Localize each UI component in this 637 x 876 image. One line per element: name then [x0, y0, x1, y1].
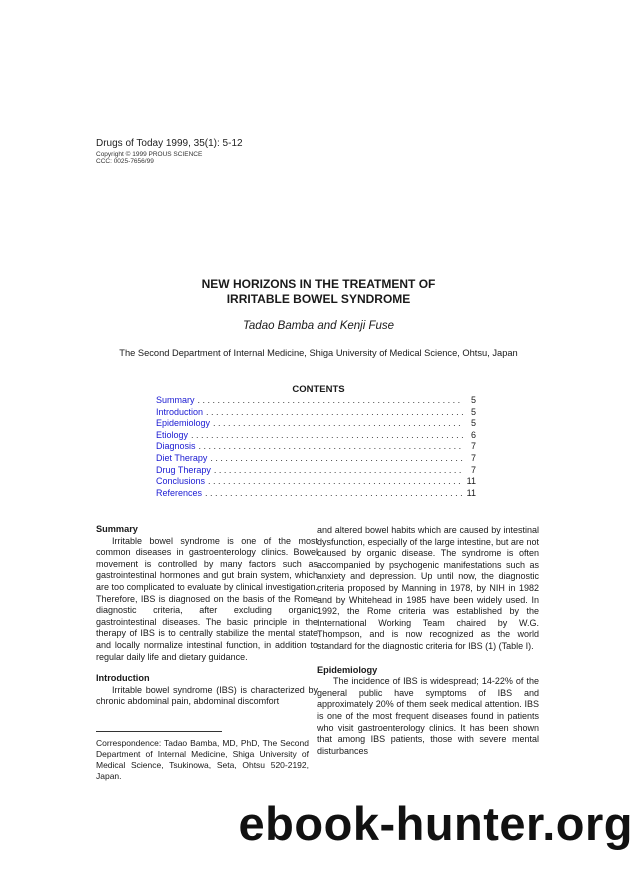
- toc-leader: [205, 488, 463, 500]
- toc-link-introduction[interactable]: Introduction: [156, 406, 204, 417]
- toc-page-number: 5: [470, 406, 476, 417]
- watermark: [0, 796, 637, 851]
- journal-citation: Drugs of Today 1999, 35(1): 5-12: [96, 138, 243, 149]
- toc-link-diet-therapy[interactable]: Diet Therapy: [156, 452, 208, 463]
- toc-row-etiology: [156, 430, 476, 442]
- body-column-right: [317, 525, 539, 757]
- toc-page-number: 11: [466, 476, 476, 487]
- toc-row-references: [156, 488, 476, 500]
- toc-leader: [214, 465, 463, 477]
- toc-leader: [199, 441, 463, 453]
- body-column-left: [96, 524, 318, 708]
- toc-row-epidemiology: [156, 418, 476, 430]
- toc-link-etiology[interactable]: Etiology: [156, 429, 189, 440]
- toc-page-number: 7: [470, 441, 476, 452]
- toc-row-diagnosis: [156, 441, 476, 453]
- contents-heading: CONTENTS: [292, 384, 345, 395]
- ccc-code: CCC: 0025-7656/99: [96, 158, 154, 165]
- correspondence-footnote: Correspondence: Tadao Bamba, MD, PhD, The Second Department of Internal Medicine, Shiga University of Medical Science, Tsukinowa, Seta, Ohtsu 520-2192, Japan.: [96, 738, 309, 781]
- toc-link-diagnosis[interactable]: Diagnosis: [156, 441, 196, 452]
- toc-row-introduction: [156, 407, 476, 419]
- article-title: [0, 277, 637, 307]
- toc-page-number: 5: [470, 395, 476, 405]
- toc-link-summary[interactable]: Summary: [156, 395, 195, 405]
- introduction-continued-paragraph: and altered bowel habits which are caused by intestinal dysfunction, especially of the large intestine, but are not caused by organic disease. The syndrome is often accompanied by psychogenic manifestations such as anxiety and depression. Up until now, the diagnostic criteria proposed by Manning in 1978, by NIH in 1982 and by Whitehead in 1985 have been widely used. In 1992, the Rome criteria was established by the International Working Team chaired by W.G. Thompson, and is now recognized as the world standard for the diagnostic criteria for IBS (1) (Table I).: [317, 525, 539, 651]
- toc-link-conclusions[interactable]: Conclusions: [156, 476, 206, 487]
- introduction-paragraph: Irritable bowel syndrome (IBS) is characterized by chronic abdominal pain, abdominal discomfort: [96, 684, 318, 707]
- affiliation: The Second Department of Internal Medicine, Shiga University of Medical Science, Ohtsu, Japan: [119, 348, 518, 358]
- authors: Tadao Bamba and Kenji Fuse: [242, 320, 395, 332]
- toc-page-number: 5: [470, 418, 476, 429]
- toc-link-references[interactable]: References: [156, 487, 203, 498]
- toc-row-conclusions: [156, 476, 476, 488]
- section-heading-summary: Summary: [96, 524, 138, 534]
- summary-paragraph: Irritable bowel syndrome is one of the most common diseases in gastroenterology clinics. Bowel movement is controlled by many factors such as gastrointestinal hormones and gut brain system, which are too complicated to evaluate by clinical investigation. Therefore, IBS is diagnosed on the basis of the Rome diagnostic criteria, after excluding organic gastrointestinal diseases. The basic principle in the therapy of IBS is to centrally stabilize the mental state and locally normalize intestinal function, in addition to regular daily life and dietary guidance.: [96, 535, 318, 662]
- toc-leader: [208, 476, 463, 488]
- toc-leader: [198, 395, 463, 407]
- table-of-contents: [156, 395, 476, 499]
- toc-link-epidemiology[interactable]: Epidemiology: [156, 418, 211, 429]
- copyright-notice: Copyright © 1999 PROUS SCIENCE: [96, 151, 203, 158]
- toc-row-summary: [156, 395, 476, 407]
- section-heading-epidemiology: Epidemiology: [317, 664, 378, 675]
- article-title-line-2: IRRITABLE BOWEL SYNDROME: [226, 292, 411, 306]
- toc-page-number: 7: [470, 452, 476, 463]
- toc-page-number: 11: [466, 487, 476, 498]
- epidemiology-paragraph: The incidence of IBS is widespread; 14-22% of the general public have symptoms of IBS and approximately 20% of them seek medical attention. IBS is one of the most frequent diseases found in patients who visit gastroenterology clinics. It has been shown that among IBS patients, those with severe mental disturbances: [317, 676, 539, 756]
- toc-row-drug-therapy: [156, 465, 476, 477]
- watermark-text: ebook-hunter.org: [238, 797, 633, 850]
- toc-leader: [210, 453, 463, 465]
- toc-leader: [206, 407, 463, 419]
- toc-row-diet-therapy: [156, 453, 476, 465]
- toc-page-number: 7: [470, 464, 476, 475]
- toc-leader: [191, 430, 463, 442]
- toc-leader: [213, 418, 463, 430]
- article-title-line-1: NEW HORIZONS IN THE TREATMENT OF: [201, 277, 436, 291]
- toc-page-number: 6: [470, 429, 476, 440]
- section-heading-introduction: Introduction: [96, 673, 150, 684]
- footnote-divider: [96, 731, 222, 732]
- toc-link-drug-therapy[interactable]: Drug Therapy: [156, 464, 211, 475]
